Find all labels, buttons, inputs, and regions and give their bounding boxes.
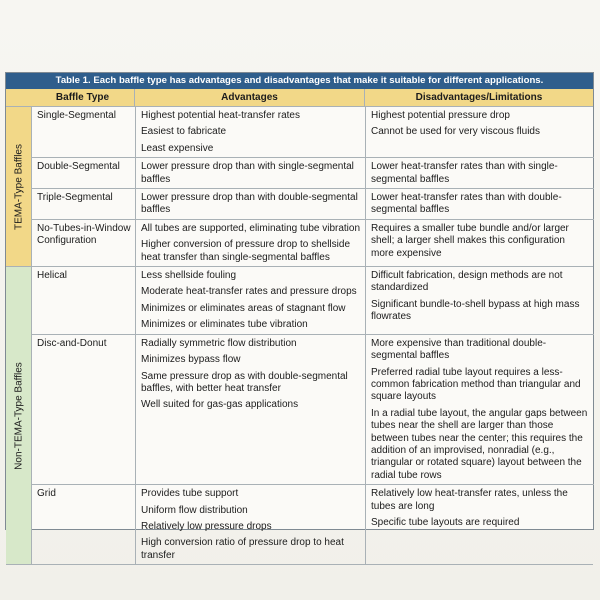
disadvantage-item: Significant bundle-to-shell bypass at high mass flowrates <box>371 298 580 323</box>
advantage-item: Lower pressure drop than with single-segmental baffles <box>141 161 354 185</box>
baffle-type-cell: Triple-Segmental <box>32 189 136 219</box>
baffle-type-cell: Grid <box>32 485 136 564</box>
header-group-spacer <box>6 89 31 106</box>
disadvantage-item: Difficult fabrication, design methods are not standardized <box>371 270 563 294</box>
disadvantage-item: Relatively low heat-transfer rates, unless the tubes are long <box>371 488 568 512</box>
baffle-type-cell: Disc-and-Donut <box>32 335 136 484</box>
table-row <box>32 107 594 158</box>
advantage-item: Minimizes or eliminates tube vibration <box>141 319 308 331</box>
group-label: TEMA-Type Baffles <box>13 143 24 230</box>
header-baffle-type: Baffle Type <box>31 89 135 106</box>
advantage-item: Same pressure drop as with double-segmental baffles, with better heat transfer <box>141 370 348 394</box>
disadvantages-cell <box>366 267 594 334</box>
advantages-cell <box>136 107 366 157</box>
table-row <box>32 189 594 220</box>
table-group <box>6 107 593 267</box>
table-row <box>32 335 594 485</box>
disadvantages-cell <box>366 158 594 188</box>
advantage-item: Higher conversion of pressure drop to shellside heat transfer than single-segmental baffles <box>141 239 350 263</box>
table-group <box>6 267 593 565</box>
advantage-item: Easiest to fabricate <box>141 126 227 138</box>
disadvantages-cell <box>366 107 594 157</box>
advantage-item: Relatively low pressure drops <box>141 520 272 532</box>
disadvantages-cell <box>366 189 594 219</box>
advantage-item: Least expensive <box>141 142 214 154</box>
disadvantage-item: Lower heat-transfer rates than with single-segmental baffles <box>371 161 558 185</box>
disadvantages-cell <box>366 220 594 266</box>
baffle-table <box>5 72 594 561</box>
disadvantage-item: In a radial tube layout, the angular gaps between tubes near the shell are larger than those between tubes near the center; this requires the addition of an improvised, nonradial (e.g., triangular or rotated square) layout between the radial tube rows <box>371 407 588 481</box>
baffle-type-cell: No-Tubes-in-Window Configuration <box>32 220 136 266</box>
advantages-cell <box>136 158 366 188</box>
disadvantage-item: Cannot be used for very viscous fluids <box>371 126 540 138</box>
table-header-row <box>6 89 593 107</box>
table-caption: Table 1. Each baffle type has advantages and disadvantages that make it suitable for different applications. <box>6 73 593 89</box>
advantage-item: Radially symmetric flow distribution <box>141 337 297 349</box>
baffle-type-cell: Double-Segmental <box>32 158 136 188</box>
advantage-item: Lower pressure drop than with double-segmental baffles <box>141 192 358 216</box>
disadvantages-cell <box>366 335 594 484</box>
disadvantages-cell <box>366 485 594 564</box>
group-label: Non-TEMA-Type Baffles <box>13 361 24 470</box>
advantages-cell <box>136 267 366 334</box>
advantage-item: Less shellside fouling <box>141 270 237 282</box>
advantage-item: Provides tube support <box>141 488 239 500</box>
advantage-item: All tubes are supported, eliminating tube vibration <box>141 222 361 234</box>
advantage-item: Minimizes bypass flow <box>141 354 241 366</box>
table-row <box>32 220 594 266</box>
disadvantage-item: Requires a smaller tube bundle and/or larger shell; a larger shell makes this configuration more expensive <box>371 222 569 259</box>
advantage-item: Well suited for gas-gas applications <box>141 399 299 411</box>
table-body <box>6 107 593 565</box>
disadvantage-item: Specific tube layouts are required <box>371 516 520 528</box>
table-row <box>32 485 594 564</box>
disadvantage-item: Lower heat-transfer rates than with double-segmental baffles <box>371 192 562 216</box>
header-advantages: Advantages <box>135 89 365 106</box>
advantage-item: Minimizes or eliminates areas of stagnant flow <box>141 302 346 314</box>
group-label-cell <box>6 107 32 266</box>
disadvantage-item: More expensive than traditional double-segmental baffles <box>371 337 547 362</box>
advantage-item: Moderate heat-transfer rates and pressure drops <box>141 286 357 298</box>
header-disadvantages: Disadvantages/Limitations <box>415 92 543 103</box>
baffle-type-cell: Helical <box>32 267 136 334</box>
advantages-cell <box>136 189 366 219</box>
advantage-item: High conversion ratio of pressure drop to heat transfer <box>141 537 344 561</box>
advantage-item: Highest potential heat-transfer rates <box>141 110 300 121</box>
group-label-cell <box>6 267 32 564</box>
table-row <box>32 267 594 335</box>
table-row <box>32 158 594 189</box>
advantages-cell <box>136 335 366 484</box>
disadvantage-item: Preferred radial tube layout requires a less-common fabrication method than triangular and square layouts <box>371 366 581 403</box>
advantages-cell <box>136 485 366 564</box>
advantage-item: Uniform flow distribution <box>141 504 248 516</box>
baffle-type-cell: Single-Segmental <box>32 107 136 157</box>
disadvantage-item: Highest potential pressure drop <box>371 110 510 121</box>
advantages-cell <box>136 220 366 266</box>
